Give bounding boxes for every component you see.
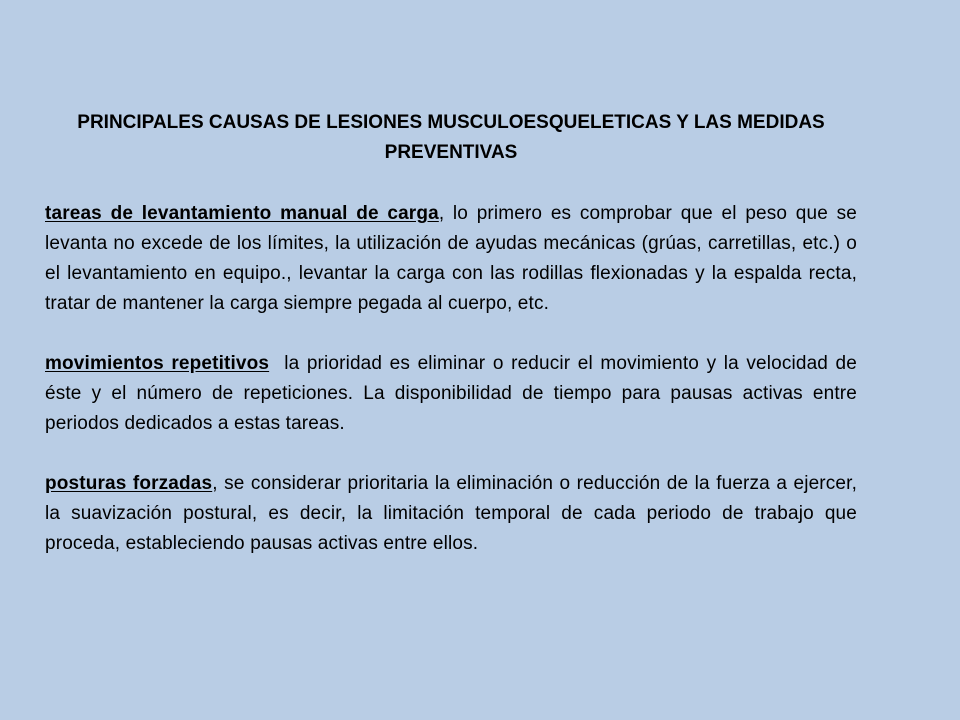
text-manual-lifting: , lo primero es comprobar que el peso que se levanta no excede de los límites, la utilización de ayudas mecánicas (grúas, carretillas, etc.) o el levantamiento en equipo., levantar la carga con las rodillas flexionadas y la espalda recta, tratar de mantener la carga siempre pegada al cuerpo, etc. (45, 203, 857, 314)
text-repetitive-movements: la prioridad es eliminar o reducir el movimiento y la velocidad de éste y el número de repeticiones. La disponibilidad de tiempo para pausas activas entre periodos dedicados a estas tareas. (45, 353, 863, 434)
slide-title: PRINCIPALES CAUSAS DE LESIONES MUSCULOESQUELETICAS Y LAS MEDIDAS PREVENTIVAS (77, 112, 825, 163)
term-forced-postures: posturas forzadas (45, 473, 213, 494)
text-forced-postures: , se considerar prioritaria la eliminación o reducción de la fuerza a ejercer, la suavización postural, es decir, la limitación temporal de cada periodo de trabajo que proceda, estableciendo pausas activas entre ellos. (45, 473, 857, 554)
slide-content (45, 108, 863, 559)
term-manual-lifting: tareas de levantamiento manual de carga (45, 203, 439, 224)
paragraph-manual-lifting (45, 199, 857, 319)
paragraph-repetitive-movements (45, 349, 863, 439)
paragraph-forced-postures (45, 469, 857, 559)
term-repetitive-movements: movimientos repetitivos (45, 353, 270, 374)
